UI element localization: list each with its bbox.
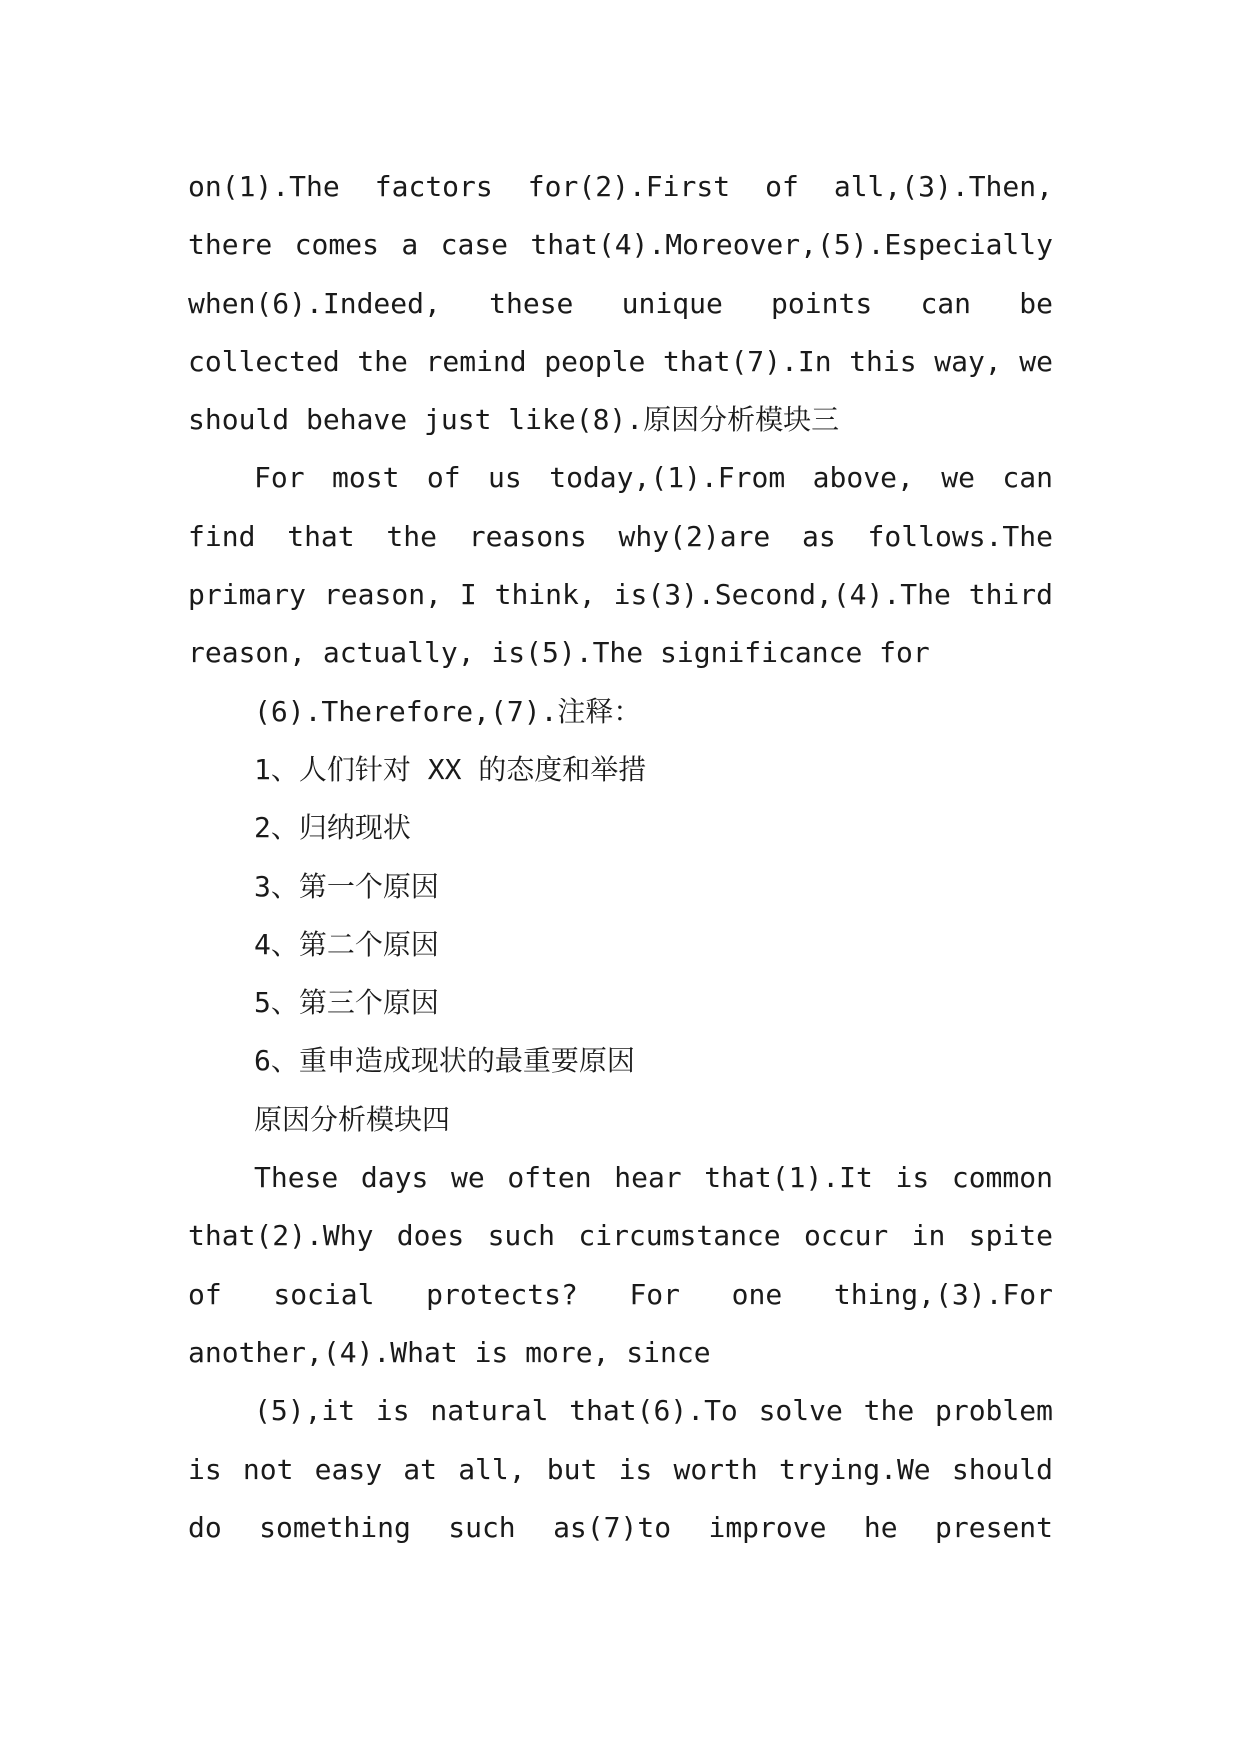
note-item: 3、第一个原因 [254, 869, 439, 903]
text-line: should behave just like(8).原因分析模块三 [188, 403, 840, 437]
text-line: (6).Therefore,(7).注释： [254, 694, 642, 728]
text-line: reason, actually, is(5).The significance for [188, 636, 930, 670]
text-line: another,(4).What is more, since [188, 1335, 711, 1369]
note-item: 5、第三个原因 [254, 986, 439, 1020]
text-line: find that the reasons why(2)are as follows.The [188, 519, 1053, 553]
text-line: that(2).Why does such circumstance occur in spite [188, 1219, 1053, 1253]
note-item: 1、人们针对 XX 的态度和举措 [254, 752, 647, 786]
text-line: there comes a case that(4).Moreover,(5).Especially [188, 228, 1053, 262]
section-heading: 原因分析模块四 [254, 1102, 451, 1136]
text-line: is not easy at all, but is worth trying.We should [188, 1452, 1053, 1486]
text-line: (5),it is natural that(6).To solve the problem [254, 1394, 1053, 1428]
note-item: 6、重申造成现状的最重要原因 [254, 1044, 635, 1078]
document-body [188, 158, 1053, 1557]
text-line: on(1).The factors for(2).First of all,(3).Then, [188, 170, 1053, 203]
text-line: do something such as(7)to improve he present [188, 1510, 1053, 1544]
text-line: when(6).Indeed, these unique points can be [188, 286, 1053, 320]
note-item: 4、第二个原因 [254, 927, 439, 961]
text-line: primary reason, I think, is(3).Second,(4).The third [188, 578, 1053, 612]
text-line: of social protects? For one thing,(3).For [188, 1277, 1053, 1311]
note-item: 2、归纳现状 [254, 811, 411, 845]
text-line: These days we often hear that(1).It is common [254, 1161, 1053, 1195]
text-line: For most of us today,(1).From above, we can [254, 461, 1053, 495]
text-line: collected the remind people that(7).In this way, we [188, 344, 1053, 378]
